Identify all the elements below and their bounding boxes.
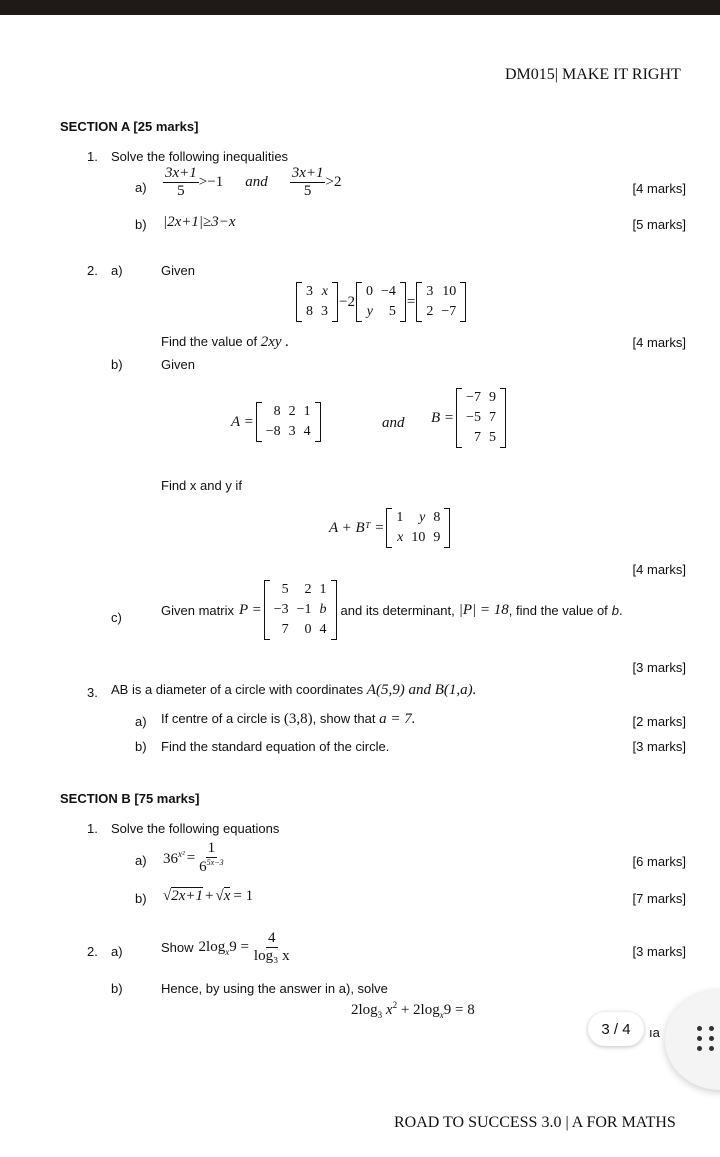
q3b-marks: [3 marks]: [632, 739, 686, 754]
b-q2-number: 2.: [87, 944, 98, 959]
matrix-P: 5 2 1 −3 −1 b 7 0 4: [264, 580, 337, 640]
q2b-label: b): [111, 357, 123, 372]
q1-text: Solve the following inequalities: [111, 149, 289, 164]
section-b-title: SECTION B [75 marks]: [60, 791, 200, 806]
q2a-marks: [4 marks]: [632, 335, 686, 350]
q2a-matrix-1: 3 x 8 3: [296, 282, 338, 322]
q2a-matrix-equation: 3 x 8 3 −2 0 −4 y 5 = 3 10 2 −7: [296, 282, 466, 322]
q3-text: AB is a diameter of a circle with coordinates A(5,9) and B(1,a).: [111, 682, 477, 698]
q2c-marks: [3 marks]: [632, 660, 686, 675]
q2b-marks: [4 marks]: [632, 562, 686, 577]
q2c-label: c): [111, 610, 122, 625]
q1b-expression: |2x+1|≥3−x: [163, 214, 236, 230]
b-q1b-expression: √ 2x+1 + √ x = 1: [163, 887, 254, 904]
matrix-sum: 1 y 8 x 10 9: [386, 508, 450, 548]
q2a-matrix-3: 3 10 2 −7: [416, 282, 466, 322]
page-indicator[interactable]: 3 / 4: [588, 1012, 644, 1046]
q2a-given: Given: [161, 263, 195, 278]
q1a-fraction-2: $\frac{3x+1}{5}$: [291, 165, 324, 200]
b-q1b-marks: [7 marks]: [632, 891, 686, 906]
b-q1-number: 1.: [87, 821, 98, 836]
q3a-label: a): [135, 714, 147, 729]
b-q1a-label: a): [135, 853, 147, 868]
b-q2b-label: b): [111, 981, 123, 996]
document-code: DM015| MAKE IT RIGHT: [505, 66, 681, 83]
q2b-given: Given: [161, 357, 195, 372]
b-q2a-label: a): [111, 944, 123, 959]
b-q1a-marks: [6 marks]: [632, 854, 686, 869]
q1-number: 1.: [87, 149, 98, 164]
q2b-sum-equation: A + Bᵀ = 1 y 8 x 10 9: [329, 508, 450, 548]
b-q1-text: Solve the following equations: [111, 821, 280, 836]
b-q2a-marks: [3 marks]: [632, 944, 686, 959]
q1b-marks: [5 marks]: [632, 217, 686, 232]
q1a-label: a): [135, 180, 147, 195]
q2b-find-xy: Find x and y if: [161, 478, 242, 493]
top-bar: [0, 0, 720, 15]
grid-dots-icon[interactable]: [697, 1026, 717, 1056]
matrix-B: −7 9 −5 7 7 5: [456, 388, 506, 448]
q2b-and: and: [382, 415, 405, 431]
q1a-and: and: [245, 174, 268, 191]
section-a-title: SECTION A [25 marks]: [60, 119, 199, 134]
footer-text: ROAD TO SUCCESS 3.0 | A FOR MATHS: [394, 1114, 676, 1131]
q1a-marks: [4 marks]: [632, 181, 686, 196]
q3a-text: If centre of a circle is (3,8), show that a = 7.: [161, 711, 416, 727]
q3-number: 3.: [87, 685, 98, 700]
b-q2b-text: Hence, by using the answer in a), solve: [161, 981, 388, 996]
b-q2b-equation: $2\log_3$ $x^2 + 2\log_x9 = 8$: [351, 1000, 475, 1020]
q2b-matrix-B: B = −7 9 −5 7 7 5: [431, 388, 506, 448]
q2c-statement: Given matrix P = 5 2 1 −3 −1 b 7 0 4 and its determinant, |P| = 18 , find the value of b .: [161, 580, 623, 640]
q1b-label: b): [135, 217, 147, 232]
matrix-A: 8 2 1 −8 3 4: [256, 402, 321, 442]
q2a-label: a): [111, 263, 123, 278]
q1a-fraction-1: $\frac{3x+1}{5}$: [165, 165, 197, 200]
q2b-matrix-A: A = 8 2 1 −8 3 4: [231, 402, 321, 442]
q3a-marks: [2 marks]: [632, 714, 686, 729]
q2-number: 2.: [87, 263, 98, 278]
b-q1b-label: b): [135, 891, 147, 906]
b-q2a-statement: Show $2\log_x9$ = $\frac{4}{\text{log₃ x}}$: [161, 930, 290, 965]
q3b-text: Find the standard equation of the circle.: [161, 739, 390, 754]
q1a-expression: $\frac{3x+1}{5}$ >−1 and $\frac{3x+1}{5}$ >2: [165, 165, 342, 200]
b-q1a-expression: $36^{x^2}$ = $\frac{1}{6^{5x-3}}$: [163, 840, 224, 876]
q3b-label: b): [135, 739, 147, 754]
q2a-find: Find the value of 2xy .: [161, 334, 290, 350]
overlay-text: ıa: [649, 1025, 660, 1040]
q2a-matrix-2: 0 −4 y 5: [356, 282, 406, 322]
